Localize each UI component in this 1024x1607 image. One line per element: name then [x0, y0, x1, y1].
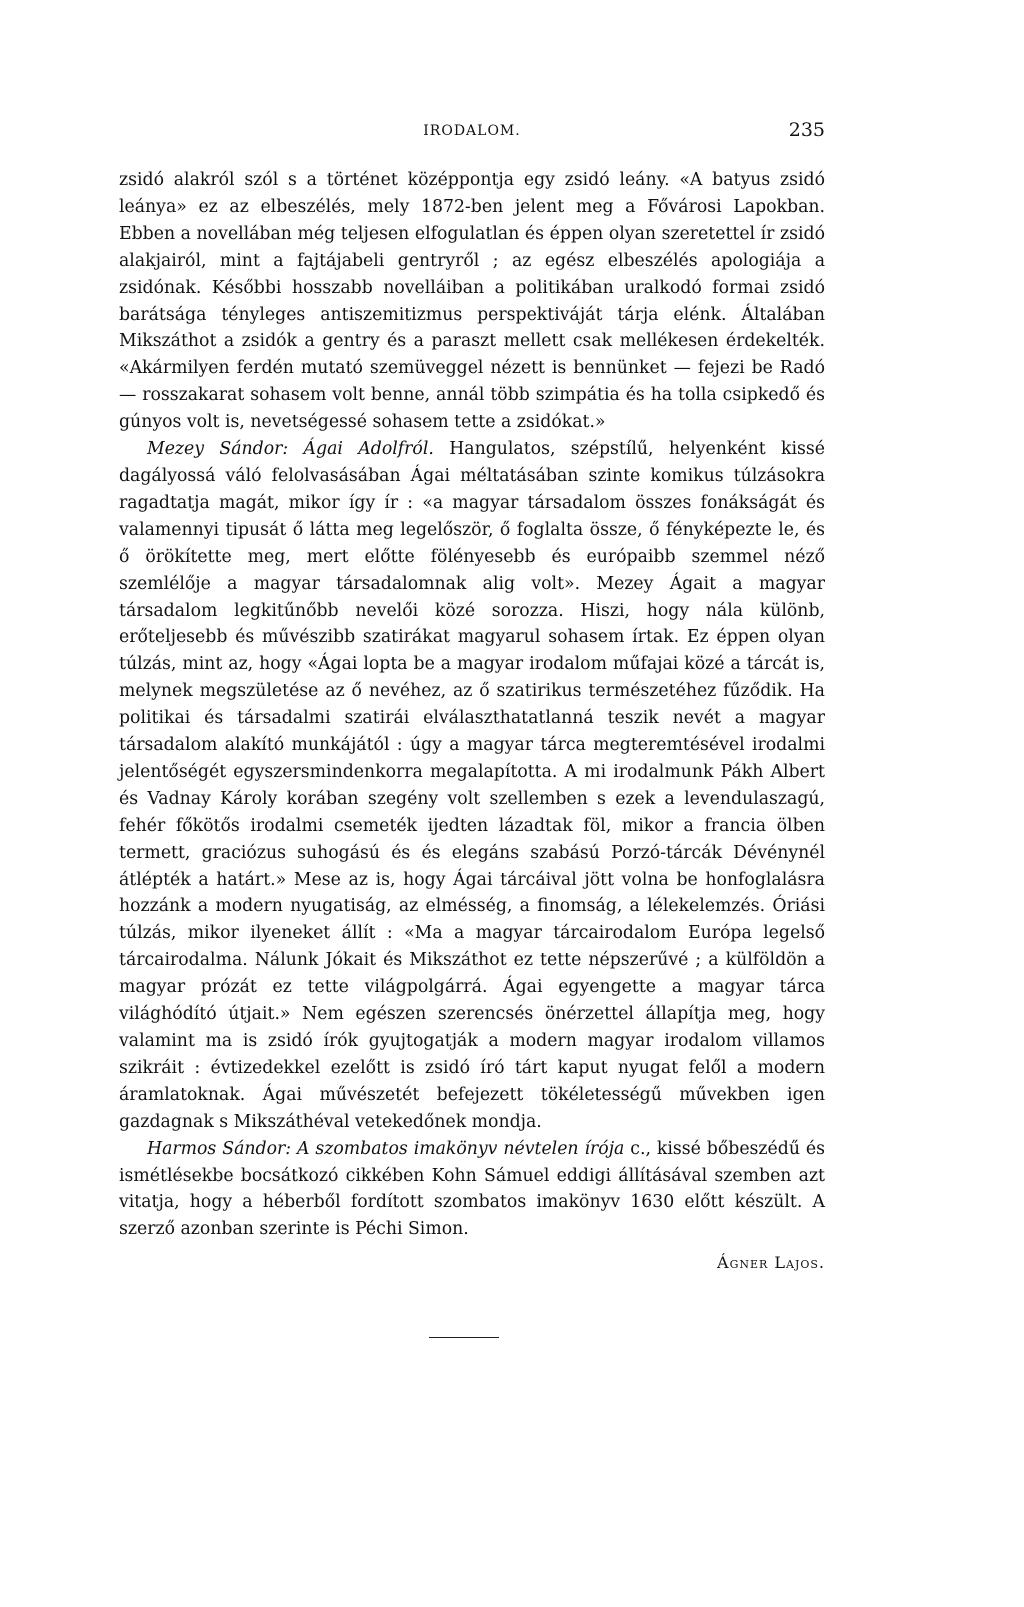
paragraph-mezey: [119, 436, 825, 1136]
running-title: IRODALOM.: [423, 123, 521, 139]
author-signature: Ágner Lajos.: [717, 1253, 825, 1273]
paragraph-harmos-text: c., kissé bőbeszédű és ismétlésekbe bocsátkozó cikkében Kohn Sámuel eddigi állításával szemben azt vitatja, hogy a héberből fordított szombatos imakönyv 1630 előtt készült. A szerző azonban szerinte is Péchi Simon.: [119, 1138, 825, 1240]
section-divider: [429, 1337, 499, 1338]
article-citation-harmos: Harmos Sándor: A szombatos imakönyv névtelen írója: [147, 1138, 625, 1159]
paragraph-mezey-text: Hangulatos, szépstílű, helyenként kissé dagályossá váló felolvasásában Ágai méltatásában szinte komikus túlzásokra ragadtatja magát, mikor így ír : «a magyar társadalom összes fonákságát és valamennyi tipusát ő látta meg legelőször, ő foglalta össze, ő fényképezte le, és ő örökítette meg, mert előtte fölényesebb és európaibb szemmel néző szemlélője a magyar társadalomnak alig volt». Mezey Ágait a magyar társadalom legkitűnőbb nevelői közé sorozza. Hiszi, hogy nála különb, erőteljesebb és művészibb szatirákat magyarul sohasem írtak. Ez éppen olyan túlzás, mint az, hogy «Ágai lopta be a magyar irodalom műfajai közé a tárcát is, melynek megszületése az ő nevéhez, az ő szatirikus természetéhez fűződik. Ha politikai és társadalmi szatirái elválaszthatatlanná teszik nevét a magyar társadalom alakító munkájától : úgy a magyar tárca megteremtésével irodalmi jelentőségét egyszersmindenkorra megalapította. A mi irodalmunk Pákh Albert és Vadnay Károly korában szegény volt szellemben s ezek a levendulaszagú, fehér főkötős irodalmi csemeték ijedten lázadtak föl, mikor a francia ölben termett, graciózus suhogású és és elegáns szabású Porzó-tárcák Dévénynél átlépték a határt.» Mese az is, hogy Ágai tárcáival jött volna be honfoglalásra hozzánk a modern nyugatiság, az elmésség, a finomság, a lélekelemzés. Óriási túlzás, mikor ilyeneket állít : «Ma a magyar tárcairodalom Európa legelső tárcairodalma. Nálunk Jókait és Mikszáthot ez tette népszerűvé ; a külföldön a magyar prózát ez tette világpolgárrá. Ágai egyengette a magyar tárca világhódító útjait.» Nem egészen szerencsés önérzettel állapítja meg, hogy valamint ma is zsidó írók gyujtogatják a modern magyar irodalom villamos szikráit : évtizedekkel ezelőtt is zsidó író tárt kaput nyugat felől a modern áramlatoknak. Ágai művészetét befejezett tökéletességű művekben igen gazdagnak s Mikszáthéval vetekedőnek mondja.: [119, 439, 825, 1132]
paragraph-harmos: [119, 1136, 825, 1244]
body-text: [119, 167, 825, 1272]
paragraph-continuation: zsidó alakról szól s a történet középpontja egy zsidó leány. «A batyus zsidó leánya» ez az elbeszélés, mely 1872-ben jelent meg a Fővárosi Lapokban. Ebben a novellában még teljesen elfogulatlan és éppen olyan szeretettel ír zsidó alakjairól, mint a fajtájabeli gentryről ; az egész elbeszélés apologiája a zsidónak. Későbbi hosszabb novelláiban a politikában uralkodó formai zsidó barátsága tényleges antiszemitizmus perspektiváját tárja elénk. Általában Mikszáthot a zsidók a gentry és a paraszt mellett csak mellékesen érdekelték. «Akármilyen ferdén mutató szemüveggel nézett is bennünket — fejezi be Radó — rosszakarat sohasem volt benne, annál több szimpátia és ha tolla csipkedő és gúnyos volt is, nevetségessé sohasem tette a zsidókat.»: [119, 170, 825, 433]
page: [119, 119, 825, 1338]
running-header: [119, 119, 825, 149]
article-citation-mezey: Mezey Sándor: Ágai Adolfról.: [147, 439, 434, 460]
page-number: 235: [788, 119, 825, 141]
